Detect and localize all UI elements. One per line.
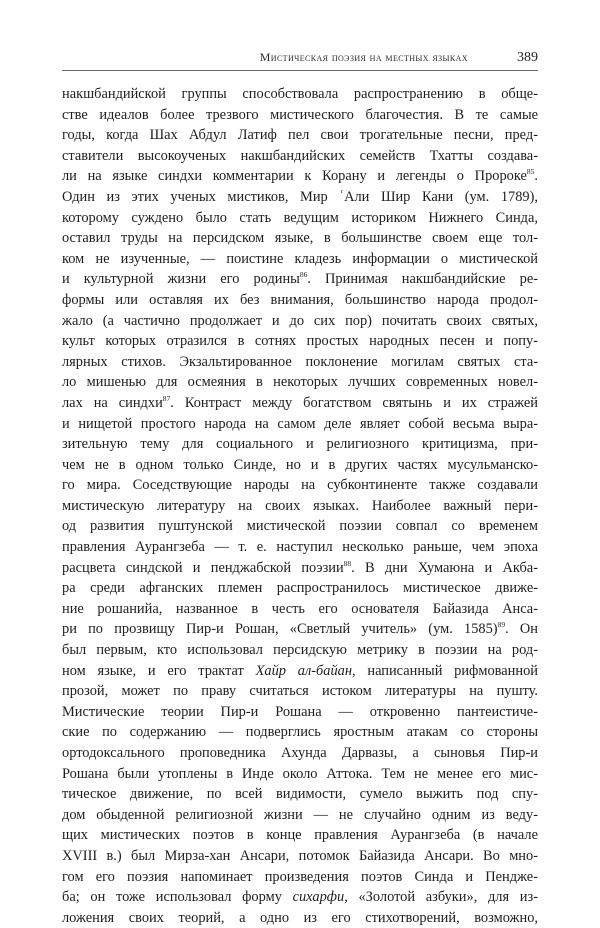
- italic-title: Хайр ал-байан: [255, 662, 352, 679]
- header-rule: [62, 70, 538, 71]
- text-line: [62, 269, 538, 290]
- footnote-marker: 87: [162, 393, 171, 403]
- text-line: зительную тему для социального и религиозного критицизма, при-: [62, 436, 538, 453]
- text-line: ставители высокоученых накшбандийских семейств Тхатты создава-: [62, 147, 538, 164]
- text-line: ложения своих теорий, а одно из его стихотворений, возможно,: [62, 909, 538, 926]
- text-line: годы, когда Шах Абдул Латиф пел свои трогательные песни, пред-: [62, 127, 538, 144]
- text-line: дом обыденной религиозной жизни — не случайно одним из веду-: [62, 806, 538, 823]
- text-segment: . Контраст между богатством святынь и их стражей: [170, 394, 538, 411]
- text-line: оставил труды на персидском языке, в большинстве своем еще тол-: [62, 230, 538, 247]
- text-line: го мира. Соседствующие народы на субконтиненте также создавали: [62, 477, 538, 494]
- running-title: Мистическая поэзия на местных языках: [259, 50, 468, 64]
- text-line: ние рошанийа, названное в честь его основателя Байазида Анса-: [62, 600, 538, 617]
- text-segment: ном языке, и его трактат: [62, 662, 256, 679]
- text-line: жало (а частично продолжает и до сих пор) почитать своих святых,: [62, 312, 538, 329]
- text-line: [62, 887, 538, 908]
- footnote-marker: 85: [526, 167, 535, 177]
- text-line: [62, 393, 538, 414]
- text-line: ортодоксального проповедника Ахунда Дарвазы, а сыновья Пир-и: [62, 745, 538, 761]
- italic-term: сихарфи: [292, 889, 345, 906]
- text-line: од развития пуштунской мистической поэзии совпал со временем: [62, 518, 538, 535]
- text-line: и нищетой простого народа на самом деле являет собой весьма выра-: [62, 415, 538, 432]
- text-line: ком не изученные, — поистине кладезь информации о мистической: [62, 250, 538, 267]
- body-paragraph: [62, 84, 538, 928]
- text-segment: ри по прозвищу Пир-и Рошан, «Светлый учитель» (ум. 1585): [62, 621, 498, 638]
- text-line: которому суждено было стать ведущим историком Нижнего Синда,: [62, 209, 538, 226]
- text-line: правления Аурангзеба — т. е. наступил несколько раньше, чем эпоха: [62, 539, 538, 556]
- text-line: ли на языке синдхи комментарии к Корану и легенды о Пророке$^{85}$.: [62, 167, 538, 185]
- text-line: [62, 619, 538, 640]
- text-line: [62, 558, 538, 579]
- text-line: прозой, может по праву считаться истоком литературы на пушту.: [62, 683, 538, 700]
- text-line: мистическую литературу на своих языках. Наиболее важный пери-: [62, 497, 538, 514]
- page-number: 389: [517, 50, 538, 65]
- text-line: Один из этих ученых мистиков, Мир ʿАли Шир Кани (ум. 1789),: [62, 188, 538, 205]
- text-line: формы или оставляя их без внимания, большинство народа продол-: [62, 291, 538, 308]
- text-line: [62, 661, 538, 682]
- text-line: стве идеалов более трезвого мистического благочестия. В те самые: [62, 106, 538, 123]
- footnote-marker: 86: [299, 270, 308, 280]
- text-line: культ которых отразился в сотнях простых народных песен и попу-: [62, 333, 538, 350]
- text-line: щих мистических поэтов в конце правления Аурангзеба (в начале: [62, 827, 538, 844]
- text-line: ские по содержанию — подверглись яростным атакам со стороны: [62, 724, 538, 741]
- text-line: тическое движение, по всей видимости, сумело выжить под спу-: [62, 786, 538, 803]
- text-line: XVIII в.) был Мирза-хан Ансари, потомок Байазида Ансари. Во мно-: [62, 847, 538, 864]
- footnote-marker: 88: [343, 558, 352, 568]
- text-segment: ли на языке синдхи комментарии к Корану и легенды о Пророке: [62, 168, 527, 185]
- text-segment: , написанный рифмованной: [352, 662, 538, 679]
- text-segment: и культурной жизни его родины: [62, 271, 300, 288]
- text-line: лярных стихов. Экзальтированное поклонение могилам святых ста-: [62, 353, 538, 370]
- text-line: накшбандийской группы способствовала распространению в обще-: [62, 86, 538, 102]
- text-segment: лах на синдхи: [62, 394, 163, 411]
- text-line: гом его поэзия напоминает произведения поэтов Синда и Пендже-: [62, 868, 538, 885]
- text-line: чем не в одном только Синде, но и в других частях мусульманско-: [62, 456, 538, 473]
- text-line: ра среди афганских племен распространилось мистическое движе-: [62, 580, 538, 597]
- text-segment: . Он: [505, 621, 538, 638]
- text-segment: расцвета синдской и пенджабской поэзии: [62, 559, 344, 576]
- footnote-marker: 89: [497, 620, 506, 630]
- text-segment: ба; он тоже использовал форму: [62, 889, 293, 906]
- text-segment: . В дни Хумаюна и Акба-: [351, 559, 538, 576]
- text-line: ло мишенью для осмеяния в некоторых лучших современных новел-: [62, 374, 538, 391]
- text-line: Рошана были утоплены в Инде около Аттока. Тем не менее его мис-: [62, 765, 538, 782]
- text-segment: . Принимая накшбандийские ре-: [307, 271, 539, 288]
- text-line: Мистические теории Пир-и Рошана — откровенно пантеистиче-: [62, 703, 538, 720]
- text-line: был первым, кто использовал персидскую метрику в поэзии на род-: [62, 642, 538, 659]
- running-header: [62, 50, 538, 70]
- text-segment: , «Золотой азбуки», для из-: [344, 889, 538, 906]
